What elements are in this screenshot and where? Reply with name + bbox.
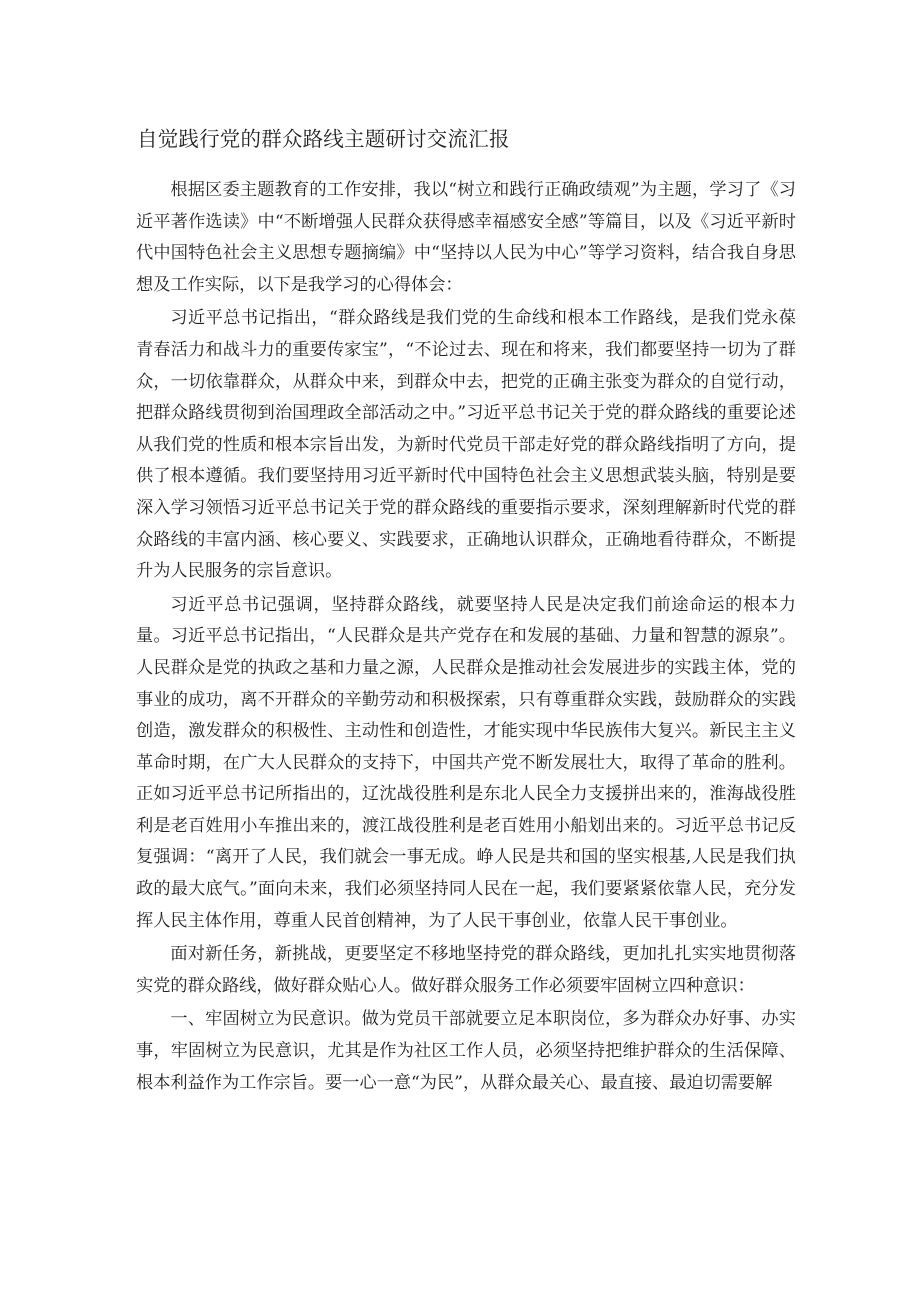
paragraph-people-power: 习近平总书记强调，坚持群众路线，就要坚持人民是决定我们前途命运的根本力量。习近平总书记指出，“人民群众是共产党存在和发展的基础、力量和智慧的源泉”。人民群众是党的执政之基和力量之源，人民群众是推动社会发展进步的实践主体，党的事业的成功，离不开群众的辛勤劳动和积极探索，只有尊重群众实践，鼓励群众的实践创造，激发群众的积极性、主动性和创造性，才能实现中华民族伟大复兴。新民主主义革命时期，在广大人民群众的支持下，中国共产党不断发展壮大，取得了革命的胜利。正如习近平总书记所指出的，辽沈战役胜利是东北人民全力支援拼出来的，淮海战役胜利是老百姓用小车推出来的，渡江战役胜利是老百姓用小船划出来的。习近平总书记反复强调：“离开了人民，我们就会一事无成。峥人民是共和国的坚实根基,人民是我们执政的最大底气。”面向未来，我们必须坚持同人民在一起，我们要紧紧依靠人民，充分发挥人民主体作用，尊重人民首创精神，为了人民干事创业，依靠人民干事创业。 xyxy=(136,594,796,931)
paragraph-new-tasks: 面对新任务，新挑战，更要坚定不移地坚持党的群众路线，更加扎扎实实地贯彻落实党的群众路线，做好群众贴心人。做好群众服务工作必须要牢固树立四种意识： xyxy=(136,944,796,996)
document-title: 自觉践行党的群众路线主题研讨交流汇报 xyxy=(137,127,510,151)
paragraph-awareness-one: 一、牢固树立为民意识。做为党员干部就要立足本职岗位，多为群众办好事、办实事，牢固树立为民意识，尤其是作为社区工作人员，必须坚持把维护群众的生活保障、根本利益作为工作宗旨。要一心一意“为民”，从群众最关心、最直接、最迫切需要解 xyxy=(136,1009,796,1093)
document-body xyxy=(136,175,796,1101)
paragraph-mass-line: 习近平总书记指出，“群众路线是我们党的生命线和根本工作路线，是我们党永葆青春活力和战斗力的重要传家宝”，“不论过去、现在和将来，我们都要坚持一切为了群众，一切依靠群众，从群众中来，到群众中去，把党的正确主张变为群众的自觉行动，把群众路线贯彻到治国理政全部活动之中。”习近平总书记关于党的群众路线的重要论述从我们党的性质和根本宗旨出发，为新时代党员干部走好党的群众路线指明了方向，提供了根本遵循。我们要坚持用习近平新时代中国特色社会主义思想武装头脑，特别是要深入学习领悟习近平总书记关于党的群众路线的重要指示要求，深刻理解新时代党的群众路线的丰富内涵、核心要义、实践要求，正确地认识群众，正确地看待群众，不断提升为人民服务的宗旨意识。 xyxy=(136,308,796,582)
paragraph-intro: 根据区委主题教育的工作安排，我以“树立和践行正确政绩观”为主题，学习了《习近平著作选读》中“不断增强人民群众获得感幸福感安全感”等篇目，以及《习近平新时代中国特色社会主义思想专题摘编》中“坚持以人民为中心”等学习资料，结合我自身思想及工作实际，以下是我学习的心得体会： xyxy=(136,180,796,295)
